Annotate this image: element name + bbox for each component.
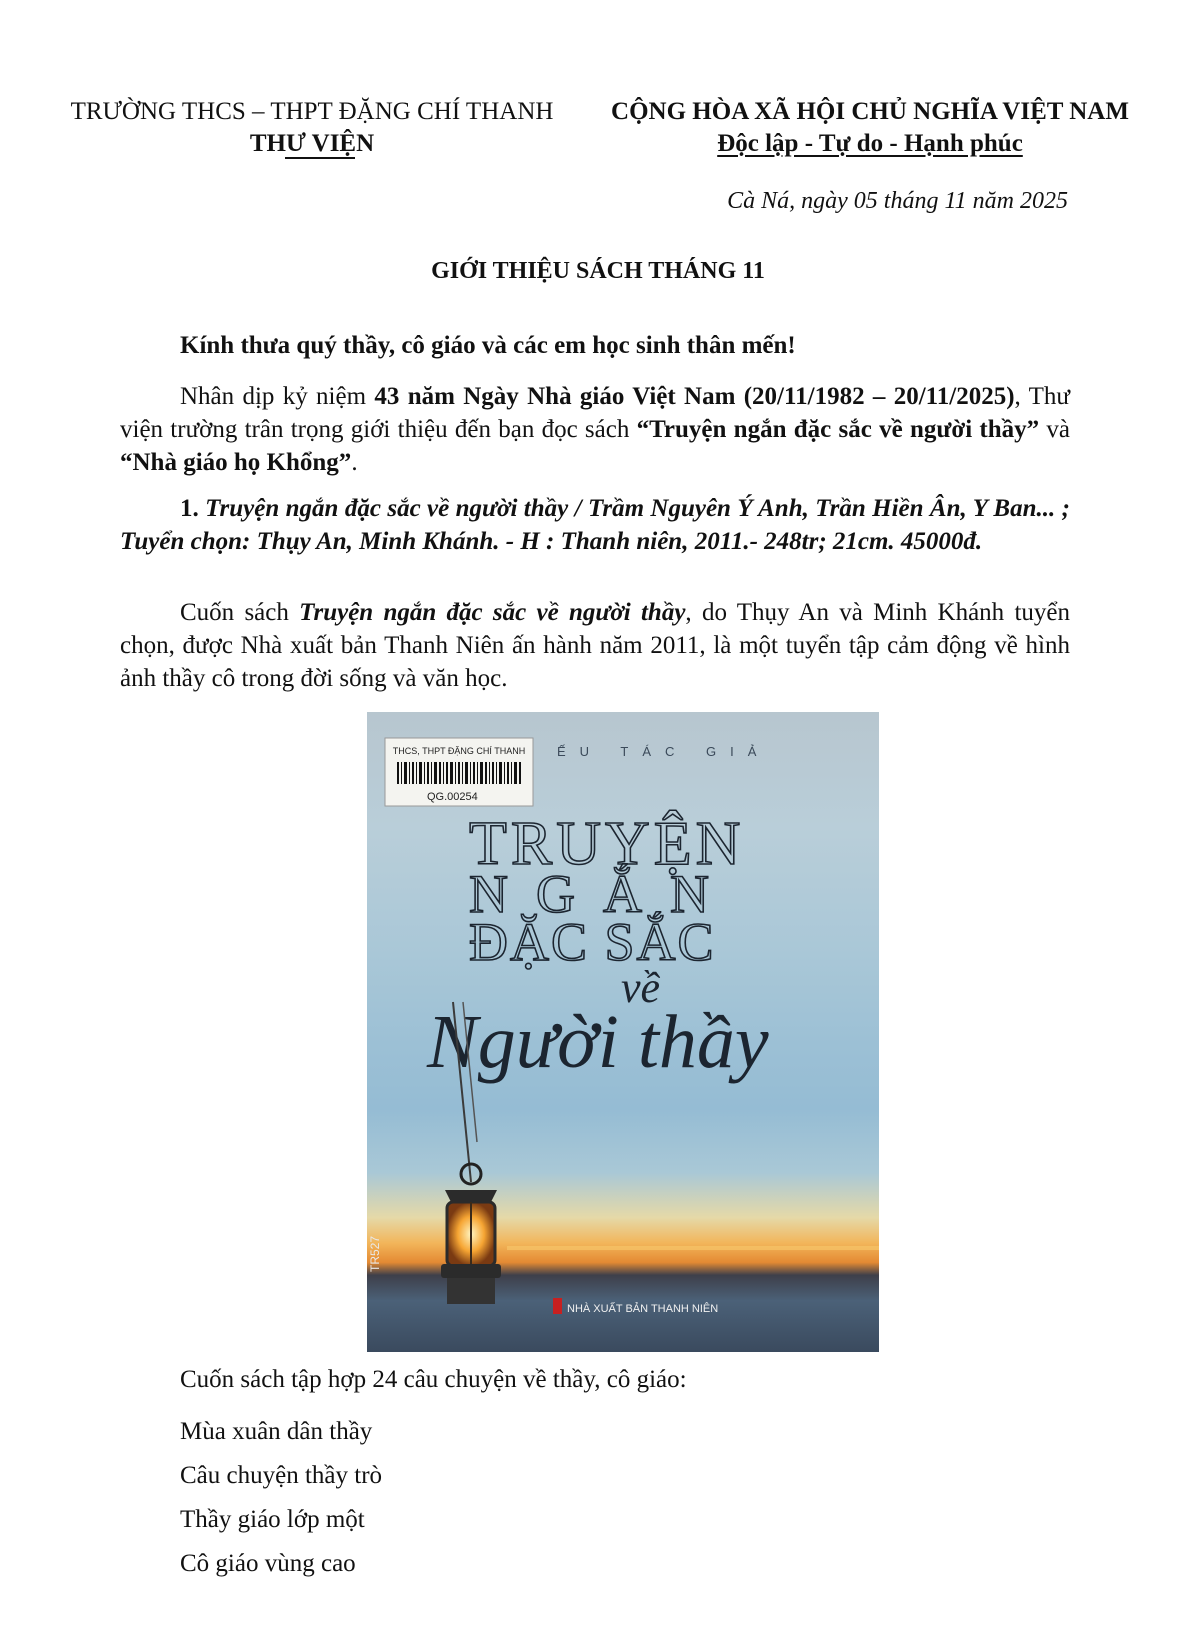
label-code-text: QG.00254 — [427, 791, 478, 803]
greeting: Kính thưa quý thầy, cô giáo và các em học sinh thân mến! — [180, 332, 796, 359]
publisher-name: NHÀ XUẤT BẢN THANH NIÊN — [567, 1303, 719, 1315]
cover-title-line3: ĐẶC SẮC — [469, 912, 716, 972]
list-item: Mùa xuân dân thầy — [180, 1418, 373, 1445]
nation-motto: Độc lập - Tự do - Hạnh phúc — [717, 130, 1023, 157]
nation-header — [590, 96, 1150, 160]
document-date: Cà Ná, ngày 05 tháng 11 năm 2025 — [727, 188, 1068, 214]
nation-name: CỘNG HÒA XÃ HỘI CHỦ NGHĨA VIỆT NAM — [611, 98, 1129, 125]
book-description: Cuốn sách Truyện ngắn đặc sắc về người thầy, do Thụy An và Minh Khánh tuyển chọn, được Nhà xuất bản Thanh Niên ấn hành năm 2011, là một tuyển tập cảm động về hình ảnh thầy cô trong đời sống và văn học. — [120, 599, 1070, 692]
cover-title-line2: NGẮN — [469, 864, 737, 924]
cover-top-text: ẾU TÁC GIẢ — [557, 744, 771, 759]
cover-title-line1: TRUYỆN — [469, 810, 745, 878]
spine-code: TR527 — [368, 1235, 382, 1272]
list-item: Câu chuyện thầy trò — [180, 1462, 383, 1489]
header-underline — [285, 157, 355, 159]
document-title: GIỚI THIỆU SÁCH THÁNG 11 — [431, 258, 765, 284]
cover-title-line4: về — [621, 963, 661, 1012]
intro-paragraph: Nhân dịp kỷ niệm 43 năm Ngày Nhà giáo Việt Nam (20/11/1982 – 20/11/2025), Thư viện trường trân trọng giới thiệu đến bạn đọc sách “Truyện ngắn đặc sắc về người thầy” và “Nhà giáo họ Khổng”. — [120, 383, 1070, 476]
label-school-text: THCS, THPT ĐẶNG CHÍ THANH — [392, 746, 526, 756]
school-name: TRƯỜNG THCS – THPT ĐẶNG CHÍ THANH — [70, 98, 554, 125]
list-item: Cô giáo vùng cao — [180, 1550, 356, 1577]
stories-intro: Cuốn sách tập hợp 24 câu chuyện về thầy, cô giáo: — [180, 1366, 687, 1393]
publisher-logo-icon — [553, 1298, 562, 1314]
library-label — [385, 738, 533, 806]
book-cover-image — [367, 712, 879, 1352]
book-citation: 1. Truyện ngắn đặc sắc về người thầy / Trầm Nguyên Ý Anh, Trần Hiền Ân, Y Ban... ; Tuyển chọn: Thụy An, Minh Khánh. - H : Thanh niên, 2011.- 248tr; 21cm. 45000đ. — [120, 495, 1070, 555]
cover-title-line5: Người thầy — [427, 1000, 769, 1084]
list-item: Thầy giáo lớp một — [180, 1506, 365, 1533]
lantern-icon — [441, 1164, 501, 1304]
department-name: THƯ VIỆN — [249, 130, 375, 157]
school-header — [52, 96, 572, 162]
stories-list — [180, 1410, 382, 1586]
